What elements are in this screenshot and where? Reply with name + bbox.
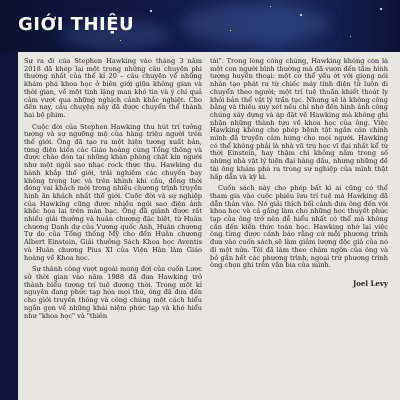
left-text-column	[24, 58, 202, 394]
right-text-column	[210, 58, 388, 394]
paragraph: Cuộc đời của Stephen Hawking thu hút trí tưởng tượng và sự ngưỡng mộ của hàng triệu người trên thế giới. Ông đã tạo ra một hiện tượng xuất bản, từng điện kiến các Giáo hoàng cùng Tổng thống và được chào đón tại những khán phòng chật kín người như một ngôi sao nhạc rock thực thụ. Hawking du hành khắp thế giới, trải nghiệm các chuyến bay không trọng lực và trên khinh khí cầu, đồng thời đóng vai khách mời trong nhiều chương trình truyền hình ăn khách nhất thế giới. Cuộc đời và sự nghiệp của Hawking cũng được nhiều ngôi sao điện ảnh khắc họa lại trên màn bạc. Ông đã giành được rất nhiều giải thưởng và huân chương đặc biệt, từ Huân chương Danh dự của Vương quốc Anh, Huân chương Tự do của Tổng thống Mỹ cho đến Huân chương Albert Einstein, Giải thưởng Sách Khoa học Aventis và Huân chương Pius XI của Viện Hàn lâm Giáo hoàng về Khoa học.	[24, 122, 202, 262]
author-signature: Joel Levy	[352, 278, 388, 288]
nebula-cloud	[180, 4, 330, 44]
star-dot	[120, 40, 121, 41]
star-dot	[350, 36, 351, 37]
star-dot	[300, 14, 302, 16]
paragraph: Cuốn sách này cho phép bất kì ai cũng có thể tham gia vào cuộc phiêu lưu trí tuệ mà Hawking đã dẫn thân vào. Nó giải thích bối cảnh đưa ông đến với khoa học và cả gắng làm cho những học thuyết phức tạp của ông trở nên dễ hiểu nhất có thể mà không cần đến kiến thức toán học. Hawking nhớ lại việc ông từng được cảnh báo rằng cứ mỗi phương trình đưa vào cuốn sách sẽ làm giảm lượng độc giả của nó đi một nửa. Tôi đã làm theo châm ngôn của ông và bỏ gần hết các phương trình, ngoại trừ phương trình ông chọn ghi trên văn bia của mình.	[210, 184, 388, 270]
star-dot	[150, 10, 152, 12]
left-accent-bar	[0, 52, 18, 400]
page-title: GIỚI THIỆU	[18, 14, 135, 35]
star-dot	[380, 8, 382, 10]
night-sky-banner	[0, 0, 400, 52]
paragraph: Sự thành công vượt ngoài mong đợi của cuốn Lược sử thời gian vào năm 1988 đã đưa Hawking trở thành biểu tượng trí tuệ đương thời. Trong một kỉ nguyên đang phức tạp hóa mọi thứ, ông đã đưa đến cho giới truyền thông và công chúng một cách hiểu ngắn gọn về những khái niệm phức tạp và khó hiểu như "khoa học" và "thiên	[24, 265, 202, 320]
paragraph: tài". Trong lòng công chúng, Hawking không còn là một con người bình thường mà đã vươn đến tầm hình tượng huyền thoại: một cơ thể yếu ớt với giọng nói nhân tạo phát ra từ chiếc máy tính điện tử luôn di chuyển theo người; một trí tuệ thuần khiết thoát ly khỏi bản thể vật lý trần tục. Nhưng sẽ là không công bằng và thiếu suy xét nếu chỉ nhớ đến hình ảnh công chúng xây dựng và áp đặt về Hawking mà không ghi nhận những thành tựu về khoa học của ông. Việc Hawking không cho phép bệnh tật ngăn cản chính mình đã truyền cảm hứng cho mọi người. Hawking có thể không phải là nhà vũ trụ học vĩ đại nhất kể từ thời Einstein, hay thậm chí không nằm trong số những nhà vật lý hiện đại hàng đầu, nhưng những đề tài ông khám phá ra trong sự nghiệp của mình thật hấp dẫn và kỳ kì.	[210, 58, 388, 181]
paragraph: Sự ra đi của Stephen Hawking vào tháng 3 năm 2018 đã khép lại một trong những câu chuyện phi thường nhất của thế kỉ 20 – câu chuyện về những khám phá khoa học ở biên giới giữa không gian và thời gian, về một tinh lặng man khó tin và ý chí quả cảm vượt qua những nghịch cảnh khắc nghiệt. Cho đến nay, câu chuyện này đã được chuyển thể thành hai bộ phim.	[24, 58, 202, 119]
star-dot	[230, 30, 231, 31]
star-dot	[270, 6, 271, 7]
